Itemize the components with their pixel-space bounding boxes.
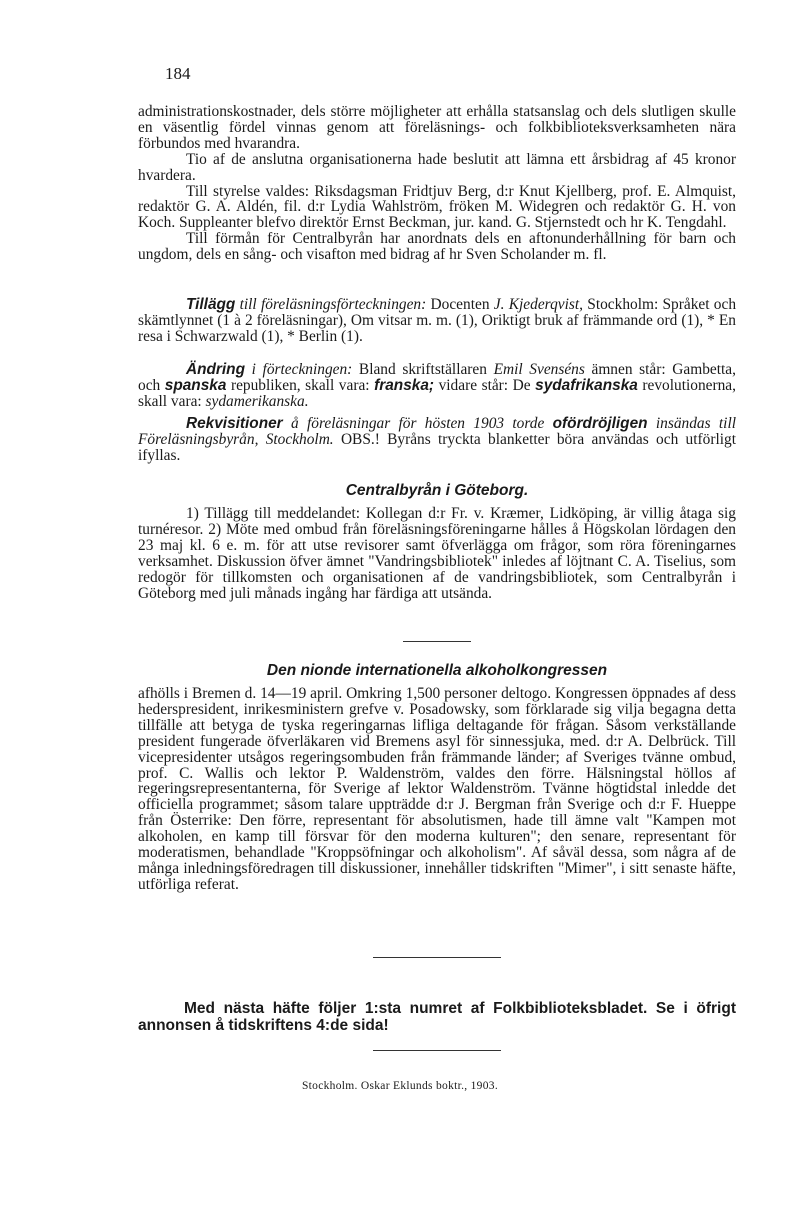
notice-folkbiblioteksbladet: Med nästa häfte följer 1:sta numret af Folkbiblioteksbladet. Se i öfrigt annonsen å tidskriftens 4:de sida! [138,1000,736,1034]
page-number: 184 [165,64,191,83]
paragraph-kongress: afhölls i Bremen d. 14—19 april. Omkring 1,500 personer deltogo. Kongressen öppnades af dess hederspresident, inrikesministern grefve v. Posadowsky, som förklarade sig vilja begagna detta tillfälle att betyga de tyska regeringarnas lifliga deltagande för frågan. Såsom verkställande president fungerade öfverläkaren vid Bremens asyl för sinnessjuka, med. d:r A. Delbrück. Till vicepresidenter utsågos regeringsombuden från främmande länder; af Sveriges tvänne ombud, prof. C. Wallis och lektor P. Waldenström, valdes den förre. Hälsningstal höllos af regeringsrepresentanterna, för Sverige af lektor Waldenström. Tvänne högtidstal inledde det officiella programmet; såsom talare uppträdde d:r J. Bergman från Sverige och d:r F. Hueppe från Österrike: Den förre, representant för absolutismen, hade till ämne valt "Kampen mot alkoholen, en kamp till försvar för den moderna kulturen"; den senare, representant för moderatismen, behandlade "Kroppsöfningar och alkoholism". Af såväl dessa, som några af de många inledningsföredragen till diskussioner, innehåller tidskriften "Mimer", i sitt senaste häfte, utförliga referat. [138,685,736,893]
heading-centralbyran-goteborg: Centralbyrån i Göteborg. [345,482,529,499]
paragraph-arsbidrag: Tio af de anslutna organisationerna hade beslutit att lämna ett årsbidrag af 45 kronor hvardera. [138,150,736,184]
divider-rule [373,957,501,958]
heading-alkoholkongressen: Den nionde internationella alkoholkongressen [266,662,608,679]
printer-imprint: Stockholm. Oskar Eklunds boktr., 1903. [301,1080,499,1092]
paragraph-tillagg [138,297,736,345]
section-organisation [138,104,736,263]
section-notice [138,1000,736,1034]
andring-text-2: ämnen står: Gambetta, och [138,361,736,394]
paragraph-forman: Till förmån för Centralbyrån har anordnats dels en aftonunderhållning för barn och ungdom, dels en sång- och visafton med bidrag af hr Sven Scholander m. fl. [138,230,736,264]
section-andring [138,362,736,410]
divider-rule [373,1050,501,1051]
paragraph-goteborg: 1) Tillägg till meddelandet: Kollegan d:r Fr. v. Kræmer, Lidköping, är villig åtaga sig turnéresor. 2) Möte med ombud från föreläsningsföreningarne hålles å Högskolan lördagen den 23 maj kl. 6 e. m. för att utse revisorer samt öfverlägga om frågor, som röra föreningarnes verksamhet. Diskussion öfver ämnet "Vandringsbibliotek" inledes af löjtnant C. A. Tiselius, som redogör för tillkomsten och organisationen af de vandringsbibliotek, som Centralbyrån i Göteborg med juli månads ingång har färdiga att utsända. [138,505,736,602]
rekvisitioner-lead: Rekvisitioner [186,415,283,432]
andring-text-1: Bland skriftställaren [352,361,494,378]
andring-lead: Ändring [186,361,245,378]
tillagg-lead: Tillägg [186,296,236,313]
tillagg-docent: Docenten [426,296,494,313]
paragraph-styrelse: Till styrelse valdes: Riksdagsman Fridtjuv Berg, d:r Knut Kjellberg, prof. E. Almquist, redaktör G. A. Aldén, fil. d:r Lydia Wahlström, fröken M. Widegren och redaktör G. H. von Koch. Suppleanter blefvo direktör Ernst Beckman, jur. kand. G. Stjernstedt och hr K. Tengdahl. [138,182,736,232]
andring-lead-rest: i förteckningen: [245,361,353,378]
tillagg-text: Stockholm: Språket och skämtlynnet (1 à 2 föreläsningar), Om vitsar m. m. (1), Oriktigt bruk af främmande ord (1), * En resa i Schwarzwald (1), * Berlin (1). [138,296,737,345]
divider-1 [138,641,736,642]
rekvisitioner-strong: ofördröjligen [552,415,648,432]
andring-name: Emil Svenséns [493,361,585,378]
section-goteborg [138,482,736,500]
andring-spanska: spanska [164,376,227,394]
andring-text-4: vidare står: De [434,376,536,394]
section-kongress [138,662,736,680]
rekvisitioner-text-2: insändas till Föreläsningsbyrån, Stockholm. [138,415,737,448]
andring-sydafrikanska: sydafrikanska [535,376,638,394]
rekvisitioner-text-3: OBS.! Byråns tryckta blanketter böra användas och utförligt ifyllas. [138,430,736,464]
section-kongress-body [138,686,736,893]
andring-sydamerikanska: sydamerikanska. [205,392,309,410]
andring-text-5: revolutionerna, skall vara: [138,376,736,410]
tillagg-docent-name: J. Kjederqvist, [493,296,583,313]
section-goteborg-body [138,506,736,601]
andring-franska: franska; [374,376,435,394]
divider-3 [138,1050,736,1051]
rekvisitioner-text-1: å föreläsningar för hösten 1903 torde [282,415,553,432]
tillagg-lead-rest: till föreläsningsförteckningen: [235,296,427,313]
andring-text-3: republiken, skall vara: [226,376,375,394]
paragraph-admin: administrationskostnader, dels större möjligheter att erhålla statsanslag och dels slutligen skulle en väsentlig fördel vinnas genom att föreläsnings- och folkbiblioteksverksamheten nära förbundos med hvarandra. [138,103,736,152]
paragraph-andring [138,362,736,410]
section-tillagg [138,297,736,345]
section-rekvisitioner [138,416,736,464]
divider-2 [138,957,736,958]
paragraph-rekvisitioner [138,416,736,464]
divider-rule [403,641,471,642]
